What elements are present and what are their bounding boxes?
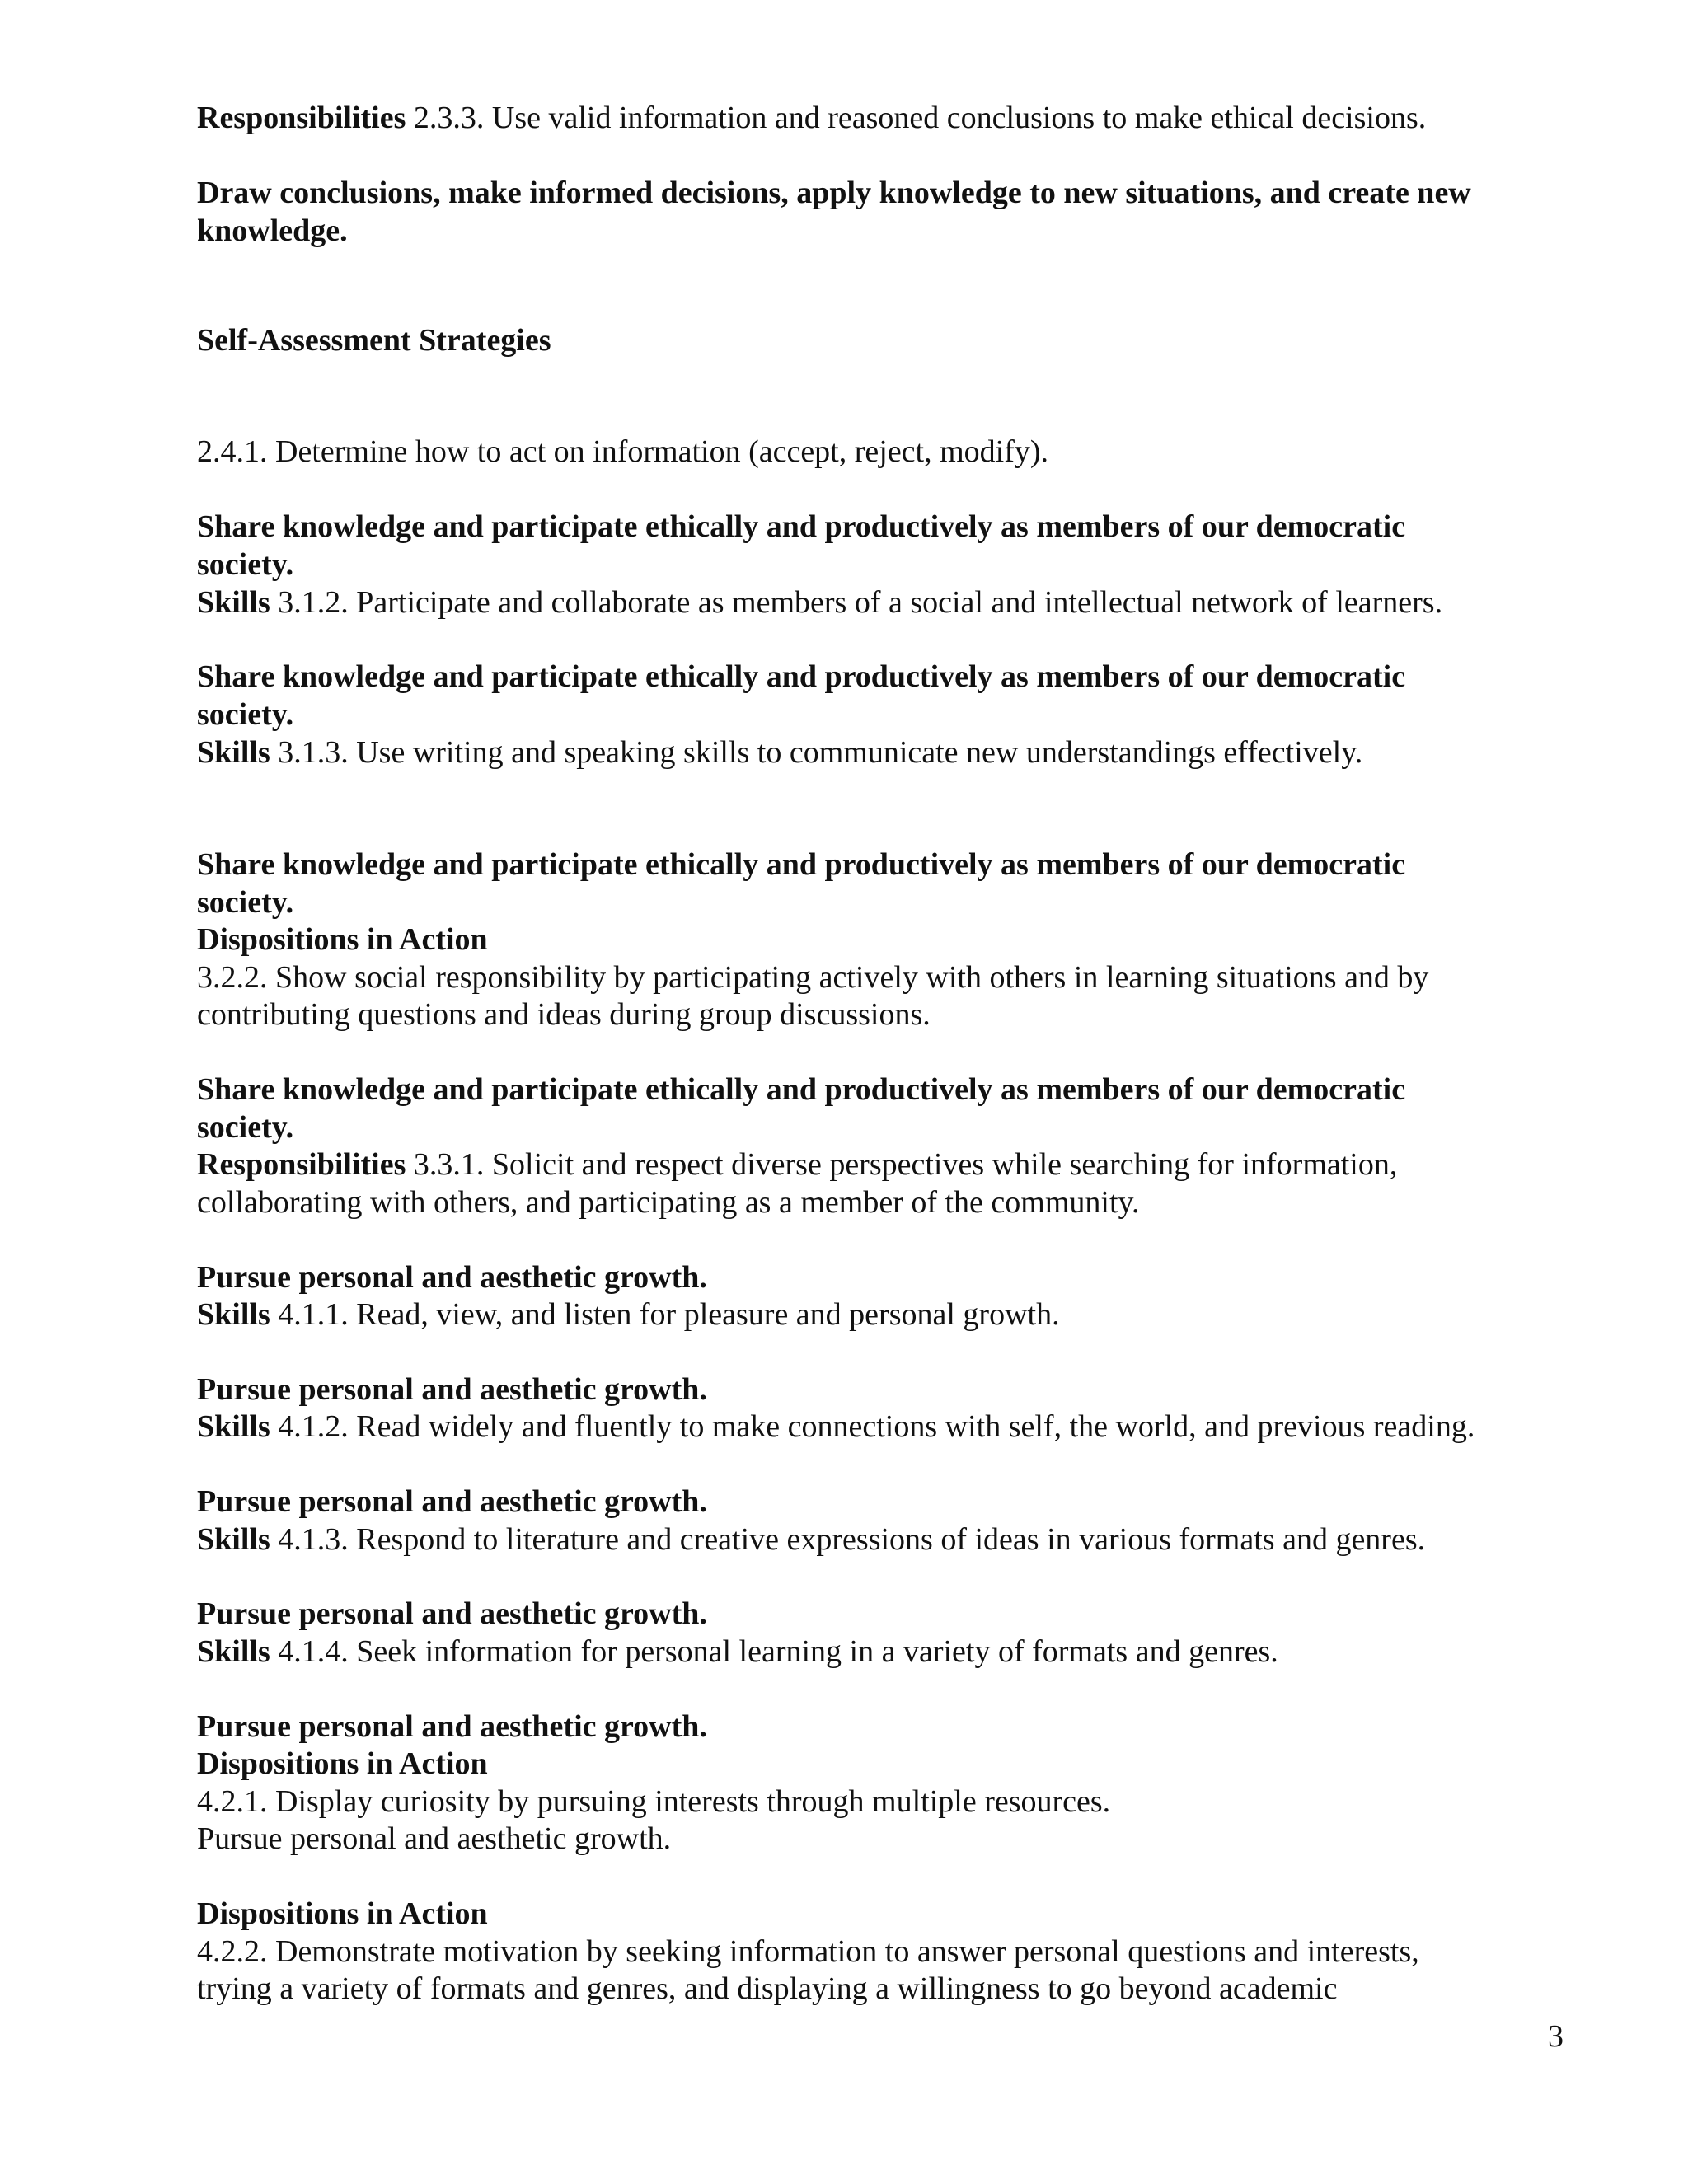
label-dispositions-in-action: Dispositions in Action	[197, 1746, 488, 1781]
heading-share-knowledge-line-2: society.	[197, 885, 294, 920]
standard-3-2-2-text-line-1: 3.2.2. Show social responsibility by participating actively with others in learning situations and by	[197, 960, 1429, 995]
label-skills: Skills	[197, 1522, 270, 1557]
standard-3-2-2-text-line-2: contributing questions and ideas during group discussions.	[197, 997, 931, 1032]
standard-3-1-2-text: 3.1.2. Participate and collaborate as members of a social and intellectual network of learners.	[270, 585, 1443, 620]
standard-4-1-1-text: 4.1.1. Read, view, and listen for pleasure and personal growth.	[270, 1297, 1060, 1332]
label-responsibilities: Responsibilities	[197, 1147, 406, 1182]
heading-share-knowledge-line-1: Share knowledge and participate ethically and productively as members of our democratic	[197, 847, 1406, 882]
standard-3-3-1-text-line-1: 3.3.1. Solicit and respect diverse perspectives while searching for information,	[406, 1147, 1398, 1182]
responsibilities-2-3-3-line	[197, 99, 1426, 137]
heading-share-knowledge-line-1: Share knowledge and participate ethically and productively as members of our democratic	[197, 1072, 1406, 1107]
heading-share-knowledge-line-2: society.	[197, 697, 294, 732]
standard-3-3-1-text-line-2: collaborating with others, and participating as a member of the community.	[197, 1185, 1140, 1220]
standard-4-1-4-text: 4.1.4. Seek information for personal learning in a variety of formats and genres.	[270, 1634, 1278, 1669]
heading-share-knowledge-line-2: society.	[197, 547, 294, 582]
skills-4-1-1-line	[197, 1296, 1060, 1333]
heading-pursue-personal-growth: Pursue personal and aesthetic growth.	[197, 1484, 707, 1519]
heading-draw-conclusions-line-1: Draw conclusions, make informed decisions, apply knowledge to new situations, and create new	[197, 176, 1471, 210]
skills-4-1-3-line	[197, 1521, 1425, 1558]
standard-4-1-3-text: 4.1.3. Respond to literature and creative expressions of ideas in various formats and genres.	[270, 1522, 1426, 1557]
standard-2-3-3-text: 2.3.3. Use valid information and reasoned conclusions to make ethical decisions.	[406, 101, 1427, 135]
heading-share-knowledge-line-2: society.	[197, 1110, 294, 1145]
label-dispositions-in-action: Dispositions in Action	[197, 1896, 488, 1931]
label-dispositions-in-action: Dispositions in Action	[197, 922, 488, 957]
label-skills: Skills	[197, 1297, 270, 1332]
label-skills: Skills	[197, 735, 270, 770]
responsibilities-3-3-1-line	[197, 1146, 1397, 1183]
label-skills: Skills	[197, 585, 270, 620]
label-skills: Skills	[197, 1409, 270, 1444]
standard-4-1-2-text: 4.1.2. Read widely and fluently to make connections with self, the world, and previous reading.	[270, 1409, 1475, 1444]
standard-4-2-2-text-line-1: 4.2.2. Demonstrate motivation by seeking information to answer personal questions and interests,	[197, 1934, 1419, 1969]
heading-draw-conclusions-line-2: knowledge.	[197, 213, 348, 248]
standard-4-2-1-text: 4.2.1. Display curiosity by pursuing interests through multiple resources.	[197, 1784, 1111, 1819]
heading-pursue-personal-growth: Pursue personal and aesthetic growth.	[197, 1596, 707, 1631]
heading-self-assessment-strategies: Self-Assessment Strategies	[197, 323, 551, 358]
skills-4-1-2-line	[197, 1408, 1475, 1446]
standard-2-4-1-text: 2.4.1. Determine how to act on information (accept, reject, modify).	[197, 434, 1049, 469]
skills-4-1-4-line	[197, 1633, 1278, 1671]
heading-share-knowledge-line-1: Share knowledge and participate ethically and productively as members of our democratic	[197, 509, 1406, 544]
page-number: 3	[1548, 2019, 1564, 2054]
heading-pursue-personal-growth: Pursue personal and aesthetic growth.	[197, 1260, 707, 1295]
heading-pursue-personal-growth: Pursue personal and aesthetic growth.	[197, 1709, 707, 1744]
heading-share-knowledge-line-1: Share knowledge and participate ethically and productively as members of our democratic	[197, 659, 1406, 694]
label-responsibilities: Responsibilities	[197, 101, 406, 135]
standard-4-2-2-text-line-2: trying a variety of formats and genres, and displaying a willingness to go beyond academic	[197, 1971, 1338, 2006]
pursue-personal-growth-plain-text: Pursue personal and aesthetic growth.	[197, 1821, 672, 1856]
standard-3-1-3-text: 3.1.3. Use writing and speaking skills to communicate new understandings effectively.	[270, 735, 1363, 770]
skills-3-1-3-line	[197, 733, 1362, 771]
skills-3-1-2-line	[197, 583, 1442, 621]
heading-pursue-personal-growth: Pursue personal and aesthetic growth.	[197, 1372, 707, 1407]
label-skills: Skills	[197, 1634, 270, 1669]
